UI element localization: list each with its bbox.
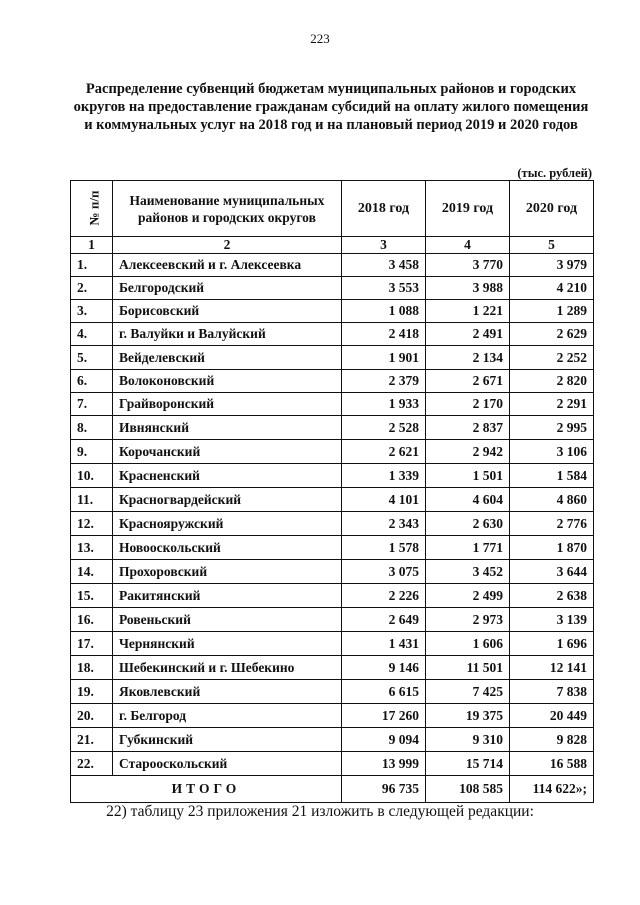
- district-name: Корочанский: [113, 440, 342, 464]
- value-2019: 11 501: [425, 656, 509, 680]
- district-name: Красногвардейский: [113, 488, 342, 512]
- row-number: 11.: [71, 488, 113, 512]
- table-row: [71, 608, 594, 632]
- table-row: [71, 656, 594, 680]
- value-2018: 3 458: [341, 254, 425, 277]
- units-label: (тыс. рублей): [517, 166, 592, 180]
- value-2018: 1 901: [341, 346, 425, 370]
- table-row: [71, 704, 594, 728]
- value-2020: 2 629: [509, 323, 593, 346]
- value-2019: 3 452: [425, 560, 509, 584]
- value-2020: 7 838: [509, 680, 593, 704]
- value-2018: 2 343: [341, 512, 425, 536]
- value-2018: 2 379: [341, 370, 425, 393]
- row-number: 21.: [71, 728, 113, 752]
- value-2020: 2 291: [509, 393, 593, 416]
- total-2019: 108 585: [425, 776, 509, 803]
- value-2018: 1 339: [341, 464, 425, 488]
- header-name: Наименование муниципальных районов и городских округов: [113, 181, 342, 237]
- value-2018: 2 649: [341, 608, 425, 632]
- row-number: 15.: [71, 584, 113, 608]
- row-number: 4.: [71, 323, 113, 346]
- district-name: Белгородский: [113, 277, 342, 300]
- value-2019: 2 630: [425, 512, 509, 536]
- value-2019: 3 988: [425, 277, 509, 300]
- row-number: 13.: [71, 536, 113, 560]
- district-name: Ровеньский: [113, 608, 342, 632]
- header-number: № п/п: [71, 181, 113, 237]
- district-name: Прохоровский: [113, 560, 342, 584]
- value-2018: 3 075: [341, 560, 425, 584]
- table-row: [71, 584, 594, 608]
- header-2020: 2020 год: [509, 181, 593, 237]
- value-2019: 2 973: [425, 608, 509, 632]
- table-row: [71, 323, 594, 346]
- district-name: Ивнянский: [113, 416, 342, 440]
- row-number: 12.: [71, 512, 113, 536]
- district-name: Новооскольский: [113, 536, 342, 560]
- value-2020: 2 776: [509, 512, 593, 536]
- value-2018: 17 260: [341, 704, 425, 728]
- total-row: [71, 776, 594, 803]
- total-2020: 114 622»;: [509, 776, 593, 803]
- column-number: 3: [341, 237, 425, 254]
- row-number: 9.: [71, 440, 113, 464]
- value-2020: 2 638: [509, 584, 593, 608]
- value-2020: 2 820: [509, 370, 593, 393]
- row-number: 1.: [71, 254, 113, 277]
- value-2018: 2 528: [341, 416, 425, 440]
- column-number-row: [71, 237, 594, 254]
- value-2018: 9 146: [341, 656, 425, 680]
- value-2019: 15 714: [425, 752, 509, 776]
- row-number: 17.: [71, 632, 113, 656]
- value-2020: 1 289: [509, 300, 593, 323]
- value-2018: 13 999: [341, 752, 425, 776]
- row-number: 14.: [71, 560, 113, 584]
- value-2020: 20 449: [509, 704, 593, 728]
- value-2020: 9 828: [509, 728, 593, 752]
- district-name: г. Валуйки и Валуйский: [113, 323, 342, 346]
- row-number: 6.: [71, 370, 113, 393]
- district-name: Красненский: [113, 464, 342, 488]
- value-2018: 6 615: [341, 680, 425, 704]
- value-2019: 4 604: [425, 488, 509, 512]
- table-row: [71, 440, 594, 464]
- table-row: [71, 370, 594, 393]
- table-header-row: [71, 181, 594, 237]
- district-name: Ракитянский: [113, 584, 342, 608]
- value-2020: 3 139: [509, 608, 593, 632]
- table-row: [71, 560, 594, 584]
- value-2018: 1 933: [341, 393, 425, 416]
- value-2018: 1 088: [341, 300, 425, 323]
- value-2019: 7 425: [425, 680, 509, 704]
- value-2018: 4 101: [341, 488, 425, 512]
- value-2020: 16 588: [509, 752, 593, 776]
- value-2018: 1 431: [341, 632, 425, 656]
- value-2019: 2 942: [425, 440, 509, 464]
- value-2018: 1 578: [341, 536, 425, 560]
- value-2020: 3 106: [509, 440, 593, 464]
- table-row: [71, 488, 594, 512]
- row-number: 3.: [71, 300, 113, 323]
- row-number: 19.: [71, 680, 113, 704]
- value-2018: 2 418: [341, 323, 425, 346]
- value-2019: 2 170: [425, 393, 509, 416]
- header-2018: 2018 год: [341, 181, 425, 237]
- district-name: Грайворонский: [113, 393, 342, 416]
- value-2019: 19 375: [425, 704, 509, 728]
- row-number: 8.: [71, 416, 113, 440]
- page-number: 223: [310, 31, 330, 46]
- table-row: [71, 254, 594, 277]
- table-row: [71, 300, 594, 323]
- value-2018: 2 621: [341, 440, 425, 464]
- value-2019: 2 491: [425, 323, 509, 346]
- value-2019: 1 221: [425, 300, 509, 323]
- district-name: Волоконовский: [113, 370, 342, 393]
- value-2020: 1 870: [509, 536, 593, 560]
- column-number: 1: [71, 237, 113, 254]
- value-2019: 1 606: [425, 632, 509, 656]
- table-row: [71, 416, 594, 440]
- value-2019: 2 134: [425, 346, 509, 370]
- table-row: [71, 680, 594, 704]
- value-2019: 2 837: [425, 416, 509, 440]
- value-2020: 3 979: [509, 254, 593, 277]
- column-number: 5: [509, 237, 593, 254]
- district-name: Губкинский: [113, 728, 342, 752]
- table-row: [71, 346, 594, 370]
- value-2020: 1 696: [509, 632, 593, 656]
- district-name: Краснояружский: [113, 512, 342, 536]
- table-row: [71, 393, 594, 416]
- district-name: Яковлевский: [113, 680, 342, 704]
- document-title: Распределение субвенций бюджетам муниципальных районов и городских округов на предоставление гражданам субсидий на оплату жилого помещения и коммунальных услуг на 2018 год и на плановый период 2019 и 2020 годов: [73, 81, 589, 133]
- value-2018: 3 553: [341, 277, 425, 300]
- district-name: Вейделевский: [113, 346, 342, 370]
- value-2019: 1 501: [425, 464, 509, 488]
- district-name: Шебекинский и г. Шебекино: [113, 656, 342, 680]
- value-2020: 1 584: [509, 464, 593, 488]
- value-2020: 2 252: [509, 346, 593, 370]
- subvention-table: [70, 180, 594, 803]
- value-2020: 2 995: [509, 416, 593, 440]
- row-number: 2.: [71, 277, 113, 300]
- district-name: Старооскольский: [113, 752, 342, 776]
- row-number: 20.: [71, 704, 113, 728]
- value-2020: 4 860: [509, 488, 593, 512]
- table-row: [71, 512, 594, 536]
- total-2018: 96 735: [341, 776, 425, 803]
- table-row: [71, 752, 594, 776]
- footer-instruction: 22) таблицу 23 приложения 21 изложить в следующей редакции:: [106, 803, 534, 820]
- value-2019: 1 771: [425, 536, 509, 560]
- row-number: 16.: [71, 608, 113, 632]
- header-2019: 2019 год: [425, 181, 509, 237]
- value-2019: 2 671: [425, 370, 509, 393]
- table-body: [71, 254, 594, 776]
- column-number: 2: [113, 237, 342, 254]
- district-name: Чернянский: [113, 632, 342, 656]
- district-name: г. Белгород: [113, 704, 342, 728]
- district-name: Алексеевский и г. Алексеевка: [113, 254, 342, 277]
- row-number: 7.: [71, 393, 113, 416]
- value-2020: 4 210: [509, 277, 593, 300]
- total-label: ИТОГО: [71, 776, 342, 803]
- table-row: [71, 632, 594, 656]
- value-2020: 3 644: [509, 560, 593, 584]
- row-number: 18.: [71, 656, 113, 680]
- district-name: Борисовский: [113, 300, 342, 323]
- value-2018: 9 094: [341, 728, 425, 752]
- table-row: [71, 277, 594, 300]
- value-2018: 2 226: [341, 584, 425, 608]
- row-number: 5.: [71, 346, 113, 370]
- row-number: 10.: [71, 464, 113, 488]
- value-2020: 12 141: [509, 656, 593, 680]
- value-2019: 9 310: [425, 728, 509, 752]
- row-number: 22.: [71, 752, 113, 776]
- value-2019: 3 770: [425, 254, 509, 277]
- column-number: 4: [425, 237, 509, 254]
- table-row: [71, 728, 594, 752]
- table-row: [71, 536, 594, 560]
- table-row: [71, 464, 594, 488]
- value-2019: 2 499: [425, 584, 509, 608]
